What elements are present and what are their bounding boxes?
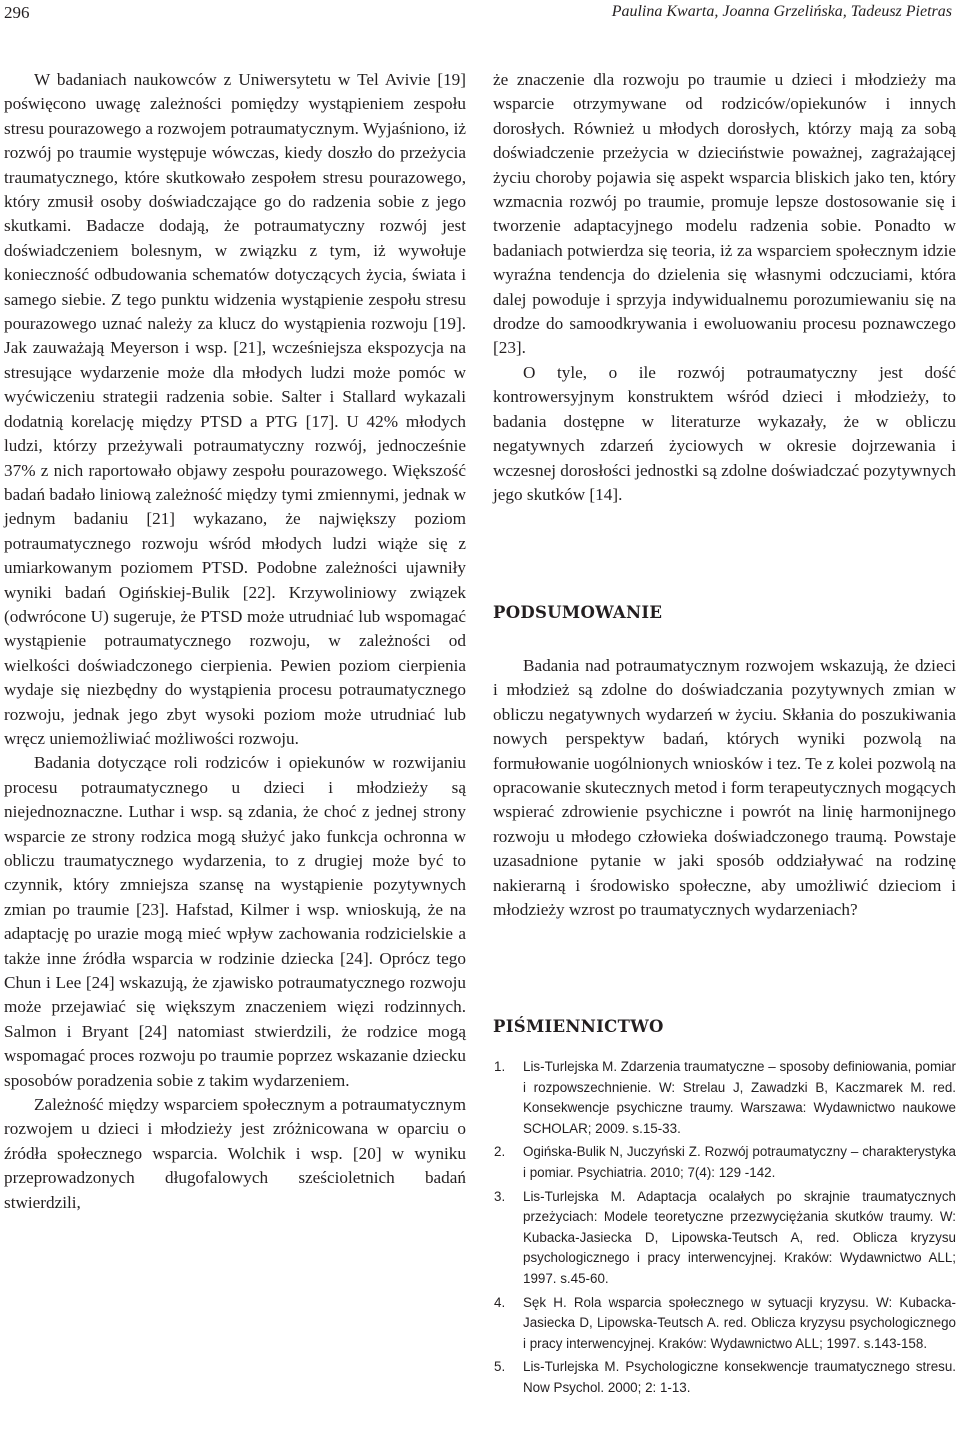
section-heading-references: PIŚMIENNICTWO [493,1017,664,1036]
paragraph: że znaczenie dla rozwoju po traumie u dzieci i młodzieży ma wsparcie otrzymywane od rodziców/opiekunów i innych dorosłych. Również u młodych dorosłych, którzy mają za sobą doświadczenie przeżycia w dzieciństwie poważnej, zagrażającej życiu choroby pojawia się aspekt wsparcia bliskich jako ten, który wzmacnia rozwój po traumie, promuje lepsze dostosowanie się i tworzenie adaptacyjnego modelu radzenia sobie. Ponadto w badaniach potwierdza się teoria, iż za wsparciem społecznym idzie wyraźna tendencja do dzielenia się własnymi odczuciami, która dalej powoduje i sprzyja indywidualnemu porozumiewaniu się na drodze do samoodkrywania i ewoluowaniu procesu poznawczego [23]. [493,70,956,358]
left-column [4,68,466,1215]
reference-number: 3. [494,1188,506,1204]
reference-item [493,1142,956,1183]
paragraph: O tyle, o ile rozwój potraumatyczny jest dość kontrowersyjnym konstruktem wśród dzieci i młodzieży, to badania dostępne w literaturze wykazały, że w obliczu negatywnych zdarzeń życiowych w okresie dojrzewania i wczesnej dorosłości jednostki są zdolne doświadczać pozytywnych jego skutków [14]. [493,362,956,504]
running-header-authors: Paulina Kwarta, Joanna Grzelińska, Tadeusz Pietras [611,3,952,20]
reference-text: Lis-Turlejska M. Psychologiczne konsekwencje traumatycznego stresu. Now Psychol. 2000; 2: 1-13. [523,1359,956,1395]
reference-text: Sęk H. Rola wsparcia społecznego w sytuacji kryzysu. W: Kubacka-Jasiecka D, Lipowska-Teutsch A. red. Oblicza kryzysu psychologicznego i pracy interwencyjnej. Kraków: Wydawnictwo ALL; 1997. s.143-158. [523,1294,956,1351]
paragraph: Badania nad potraumatycznym rozwojem wskazują, że dzieci i młodzież są zdolne do doświadczania pozytywnych zmian w obliczu negatywnych wydarzeń w życiu. Skłania do poszukiwania nowych perspektyw badań, których wyniki pozwolą na formułowanie uogólnionych wniosków i tez. Te z kolei pozwolą na opracowanie skutecznych metod i form terapeutycznych mogących wspierać zdrowienie psychiczne i powrót na linię harmonijnego rozwoju u młodego człowieka doświadczonego traumą. Powstaje uzasadnione pytanie w jaki sposób oddziaływać na rodzinę nakierarną i środowisko społeczne, aby umożliwić dzieciom i młodzieży wzrost po traumatycznych wydarzeniach? [493,656,956,920]
section-heading-summary: PODSUMOWANIE [493,603,663,622]
right-column [493,68,956,507]
summary-section [493,654,956,922]
reference-list [493,1057,956,1402]
reference-number: 1. [494,1059,506,1074]
reference-item [493,1293,956,1355]
paragraph: Badania dotyczące roli rodziców i opiekunów w rozwijaniu procesu potraumatycznego u dzieci i młodzieży są niejednoznaczne. Luthar i wsp. są zdania, że choć z jednej strony wsparcie ze strony rodzica mogą służyć jako funkcja ochronna w obliczu traumatycznego wydarzenia, to z drugiej może być to czynnik, który zmniejsza szansę na wystąpienie pozytywnych zmian po traumie [23]. Hafstad, Kilmer i wsp. wnioskują, że na adaptację po urazie mogą mieć wpływ zachowania rodzicielskie a także inne źródła wsparcia w rodzinie dziecka [24]. Oprócz tego Chun i Lee [24] wskazują, że zjawisko potraumatycznego rozwoju może przejawiać się większym znaczeniem więzi rodzinnych. Salmon i Bryant [24] natomiast stwierdzili, że rodzice mogą wspomagać proces rozwoju po traumie poprzez wskazanie dziecku sposobów poradzenia sobie z takim wydarzeniem. [4,753,466,1090]
page-number: 296 [4,3,30,22]
reference-text: Ogińska-Bulik N, Juczyński Z. Rozwój potraumatyczny – charakterystyka i pomiar. Psychiatria. 2010; 7(4): 129 -142. [523,1144,956,1180]
reference-number: 5. [494,1359,506,1375]
paragraph: W badaniach naukowców z Uniwersytetu w Tel Avivie [19] poświęcono uwagę zależności pomiędzy wystąpieniem zespołu stresu pourazowego a rozwojem potraumatycznym. Wyjaśniono, iż rozwój po traumie występuje wówczas, kiedy doszło do przeżycia traumatycznego, które skutkowało zespołem stresu pourazowego, który zmusił osoby doświadczające go do radzenia sobie z jego skutkami. Badacze dodają, że potraumatyczny rozwój jest doświadczeniem bolesnym, w związku z tym, iż wywołuje konieczność odbudowania schematów dotyczących życia, świata i samego siebie. Z tego punktu widzenia wystąpienie zespołu stresu pourazowego uznać należy za klucz do wystąpienia rozwoju [19]. Jak zauważają Meyerson i wsp. [21], wcześniejsza ekspozycja na stresujące wydarzenie może dla młodych ludzi może pomóc w wyćwiczeniu strategii radzenia sobie. Salter i Stallard wykazali dodatnią korelację między PTSD a PTG [17]. U 42% młodych ludzi, którzy przeżywali potraumatyczny rozwój, jednocześnie 37% z nich raportowało objawy zespołu pourazowego. Większość badań badało liniową zależność między tymi zmiennymi, jednak w jednym badaniu [21] wykazano, że największy poziom potraumatycznego rozwoju wśród młodych ludzi wiąże się z umiarkowanym poziomem PTSD. Podobne zależności ujawniły wyniki badań Ogińskiej-Bulik [22]. Krzywoliniowy związek (odwrócone U) sugeruje, że PTSD może utrudniać lub wspomagać wystąpienie potraumatycznego rozwoju, w zależności od wielkości doświadczonego cierpienia. Pewien poziom cierpienia wydaje się niezbędny do wystąpienia procesu potraumatycznego rozwoju, jednak jego zbyt wysoki poziom może utrudniać lub wręcz uniemożliwiać możliwości rozwoju. [4,70,466,748]
reference-item [493,1057,956,1139]
reference-item [493,1357,956,1398]
reference-item [493,1187,956,1290]
reference-text: Lis-Turlejska M. Zdarzenia traumatyczne – sposoby definiowania, pomiar i rozpowszechnienie. W: Strelau J, Zawadzki B, Kaczmarek M. red. Konsekwencje psychiczne traumy. Warszawa: Wydawnictwo naukowe SCHOLAR; 2009. s.15-33. [523,1059,956,1136]
reference-text: Lis-Turlejska M. Adaptacja ocalałych po skrajnie traumatycznych przeżyciach: Modele teoretyczne przezwyciężania skutków traumy. W: Kubacka-Jasiecka D, Lipowska-Teutsch A, red. Oblicza kryzysu psychologicznego i pracy interwencyjnej. Kraków: Wydawnictwo ALL; 1997. s.45-60. [523,1188,956,1286]
reference-number: 2. [494,1144,506,1160]
paragraph: Zależność między wsparciem społecznym a potraumatycznym rozwojem u dzieci i młodzieży jest zróżnicowana w oparciu o źródła społecznego wsparcia. Wolchik i wsp. [20] w wyniku przeprowadzonych długofalowych sześcioletnich badań stwierdzili, [4,1095,466,1212]
reference-number: 4. [494,1294,506,1310]
